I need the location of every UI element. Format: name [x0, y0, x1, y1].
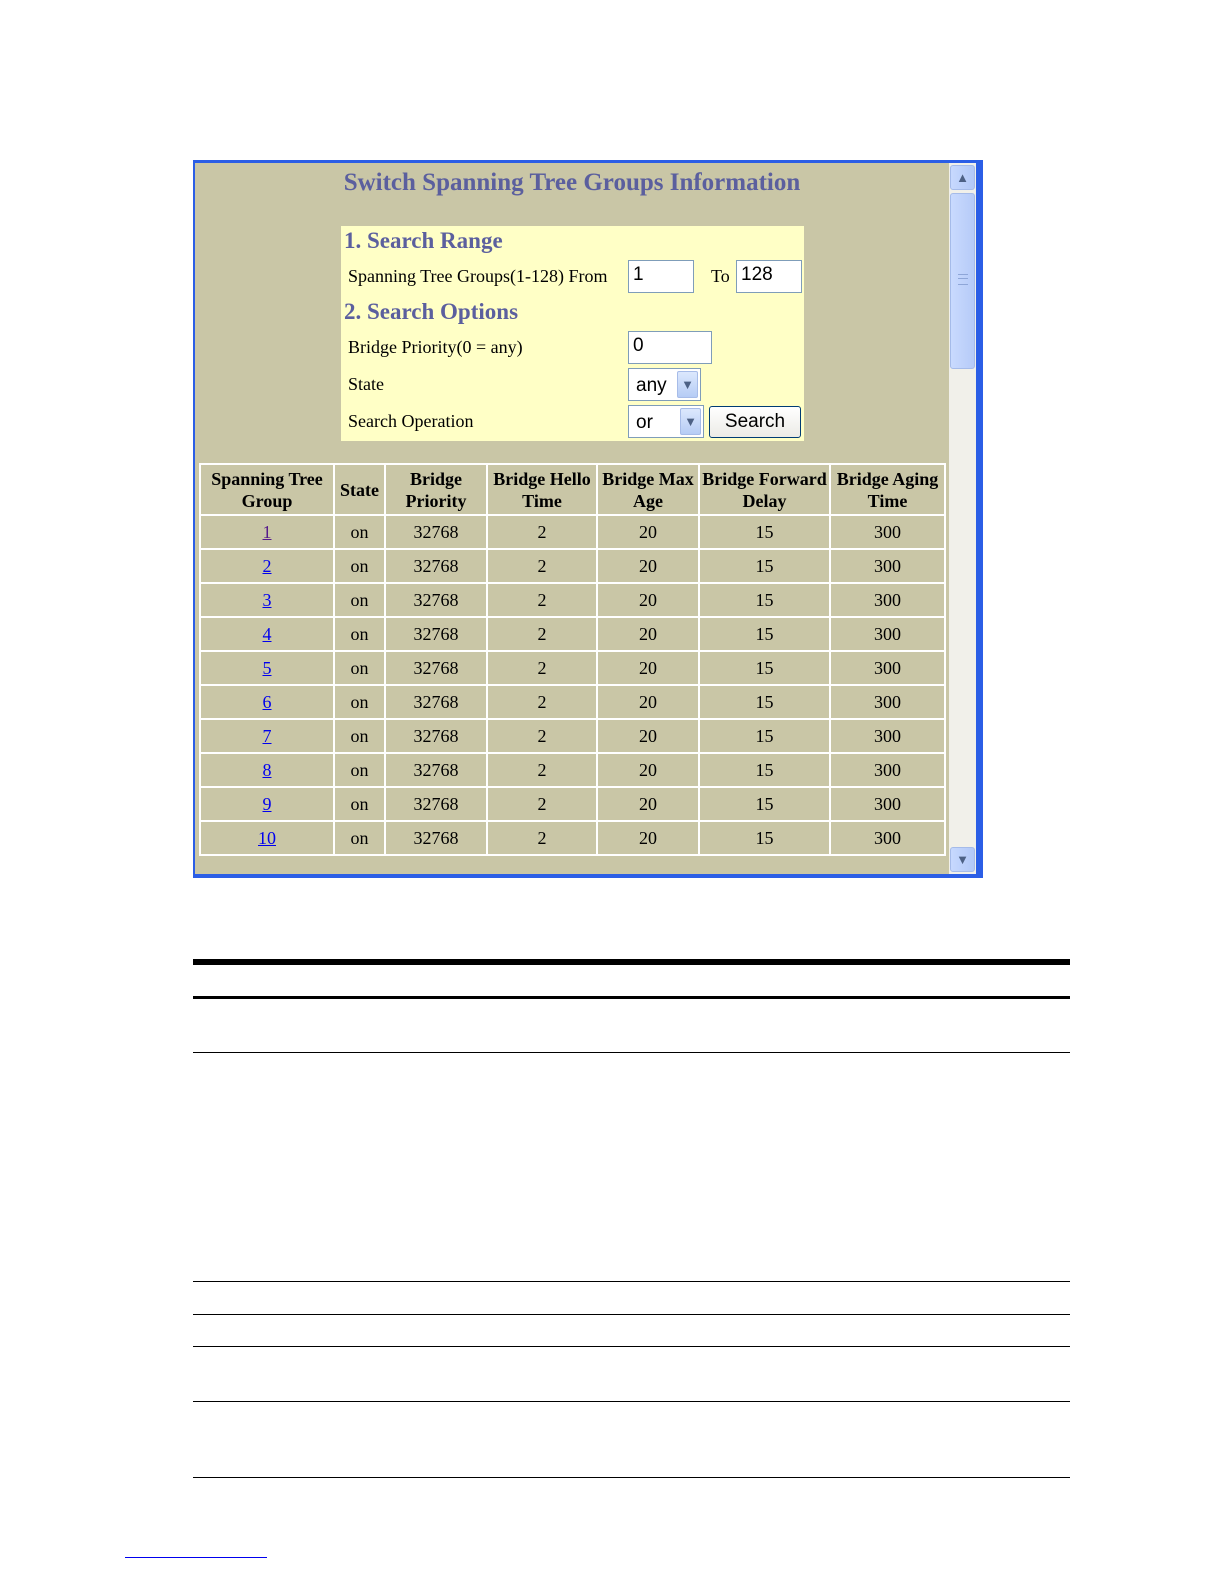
cell-state: on	[335, 720, 384, 752]
cell-state: on	[335, 754, 384, 786]
cell-forward-delay: 15	[700, 788, 829, 820]
spanning-tree-table	[199, 463, 946, 856]
cell-priority: 32768	[386, 686, 486, 718]
table-row	[201, 788, 944, 820]
cell-priority: 32768	[386, 516, 486, 548]
search-button[interactable]: Search	[709, 406, 801, 438]
cell-group	[201, 516, 333, 548]
cell-max-age: 20	[598, 822, 698, 854]
chevron-up-icon[interactable]: ▲	[950, 165, 975, 190]
table-row	[201, 584, 944, 616]
group-link[interactable]: 9	[262, 793, 272, 814]
cell-forward-delay: 15	[700, 754, 829, 786]
cell-hello-time: 2	[488, 550, 596, 582]
cell-group	[201, 754, 333, 786]
cell-group	[201, 686, 333, 718]
page-content	[195, 163, 949, 874]
priority-label: Bridge Priority(0 = any)	[348, 337, 523, 357]
cell-forward-delay: 15	[700, 822, 829, 854]
group-link[interactable]: 6	[262, 691, 272, 712]
table-row	[201, 652, 944, 684]
cell-state: on	[335, 550, 384, 582]
table-bottom-rule	[193, 1477, 1070, 1478]
cell-group	[201, 822, 333, 854]
group-link[interactable]: 2	[262, 555, 272, 576]
cell-aging-time: 300	[831, 550, 944, 582]
state-select-value: any	[636, 375, 667, 396]
scrollbar-thumb[interactable]	[950, 193, 975, 369]
table-header-row	[201, 465, 944, 514]
cell-priority: 32768	[386, 720, 486, 752]
to-label: To	[711, 266, 730, 286]
cell-priority: 32768	[386, 754, 486, 786]
table-row-rule	[193, 1314, 1070, 1315]
cell-state: on	[335, 584, 384, 616]
cell-priority: 32768	[386, 618, 486, 650]
group-link[interactable]: 1	[262, 521, 272, 542]
cell-aging-time: 300	[831, 686, 944, 718]
vertical-scrollbar[interactable]	[949, 163, 976, 874]
cell-forward-delay: 15	[700, 618, 829, 650]
search-options-heading: 2. Search Options	[344, 299, 519, 324]
cell-max-age: 20	[598, 720, 698, 752]
cell-forward-delay: 15	[700, 720, 829, 752]
grip-icon	[958, 274, 968, 285]
chevron-down-icon[interactable]: ▼	[677, 371, 698, 398]
cell-max-age: 20	[598, 584, 698, 616]
cell-hello-time: 2	[488, 788, 596, 820]
group-link[interactable]: 7	[262, 725, 272, 746]
cell-aging-time: 300	[831, 788, 944, 820]
cell-aging-time: 300	[831, 618, 944, 650]
group-link[interactable]: 10	[258, 827, 276, 848]
cell-hello-time: 2	[488, 754, 596, 786]
cell-forward-delay: 15	[700, 516, 829, 548]
state-label: State	[348, 374, 384, 394]
table-top-rule	[193, 959, 1070, 965]
cell-group	[201, 788, 333, 820]
header-group: Spanning Tree Group	[201, 465, 333, 514]
cell-state: on	[335, 822, 384, 854]
search-range-heading: 1. Search Range	[344, 228, 503, 253]
table-row	[201, 618, 944, 650]
cell-state: on	[335, 788, 384, 820]
cell-priority: 32768	[386, 822, 486, 854]
header-priority: Bridge Priority	[386, 465, 486, 514]
search-panel	[341, 226, 804, 441]
table-row-rule	[193, 1401, 1070, 1402]
cell-hello-time: 2	[488, 584, 596, 616]
cell-hello-time: 2	[488, 720, 596, 752]
chevron-down-icon[interactable]: ▼	[950, 847, 975, 872]
page-title: Switch Spanning Tree Groups Information	[343, 169, 801, 196]
cell-state: on	[335, 652, 384, 684]
priority-input[interactable]: 0	[628, 331, 712, 364]
cell-state: on	[335, 516, 384, 548]
cell-state: on	[335, 618, 384, 650]
table-row	[201, 754, 944, 786]
cell-priority: 32768	[386, 550, 486, 582]
cell-hello-time: 2	[488, 516, 596, 548]
cell-group	[201, 584, 333, 616]
cell-aging-time: 300	[831, 516, 944, 548]
cell-group	[201, 652, 333, 684]
cell-aging-time: 300	[831, 720, 944, 752]
cell-max-age: 20	[598, 686, 698, 718]
cell-forward-delay: 15	[700, 550, 829, 582]
table-row-rule	[193, 1281, 1070, 1282]
header-forward-delay: Bridge Forward Delay	[700, 465, 829, 514]
operation-select[interactable]	[628, 405, 704, 438]
group-link[interactable]: 4	[262, 623, 272, 644]
cell-max-age: 20	[598, 652, 698, 684]
groups-range-label: Spanning Tree Groups(1-128) From	[348, 266, 608, 286]
header-max-age: Bridge Max Age	[598, 465, 698, 514]
cell-forward-delay: 15	[700, 686, 829, 718]
cell-max-age: 20	[598, 618, 698, 650]
cell-max-age: 20	[598, 754, 698, 786]
operation-select-value: or	[636, 412, 653, 433]
cell-group	[201, 618, 333, 650]
cell-group	[201, 720, 333, 752]
cell-priority: 32768	[386, 652, 486, 684]
table-row-rule	[193, 1052, 1070, 1053]
table-row	[201, 822, 944, 854]
cell-aging-time: 300	[831, 822, 944, 854]
state-select[interactable]	[628, 368, 701, 401]
table-row	[201, 550, 944, 582]
cell-hello-time: 2	[488, 618, 596, 650]
cell-aging-time: 300	[831, 652, 944, 684]
cell-aging-time: 300	[831, 584, 944, 616]
cell-group	[201, 550, 333, 582]
cell-hello-time: 2	[488, 686, 596, 718]
from-input[interactable]: 1	[628, 260, 694, 293]
cell-priority: 32768	[386, 584, 486, 616]
cell-priority: 32768	[386, 788, 486, 820]
browser-window	[193, 160, 983, 878]
cell-state: on	[335, 686, 384, 718]
header-hello-time: Bridge Hello Time	[488, 465, 596, 514]
cell-aging-time: 300	[831, 754, 944, 786]
header-aging-time: Bridge Aging Time	[831, 465, 944, 514]
group-link[interactable]: 8	[262, 759, 272, 780]
table-row-rule	[193, 1346, 1070, 1347]
cell-forward-delay: 15	[700, 584, 829, 616]
cell-max-age: 20	[598, 788, 698, 820]
cell-forward-delay: 15	[700, 652, 829, 684]
to-input[interactable]: 128	[736, 260, 802, 293]
table-row	[201, 516, 944, 548]
operation-label: Search Operation	[348, 411, 474, 431]
cell-hello-time: 2	[488, 652, 596, 684]
group-link[interactable]: 3	[262, 589, 272, 610]
cell-max-age: 20	[598, 550, 698, 582]
header-state: State	[335, 465, 384, 514]
table-row	[201, 720, 944, 752]
chevron-down-icon[interactable]: ▼	[680, 408, 701, 435]
cell-hello-time: 2	[488, 822, 596, 854]
table-header-rule	[193, 996, 1070, 999]
footnote-rule	[125, 1557, 267, 1558]
group-link[interactable]: 5	[262, 657, 272, 678]
cell-max-age: 20	[598, 516, 698, 548]
table-row	[201, 686, 944, 718]
